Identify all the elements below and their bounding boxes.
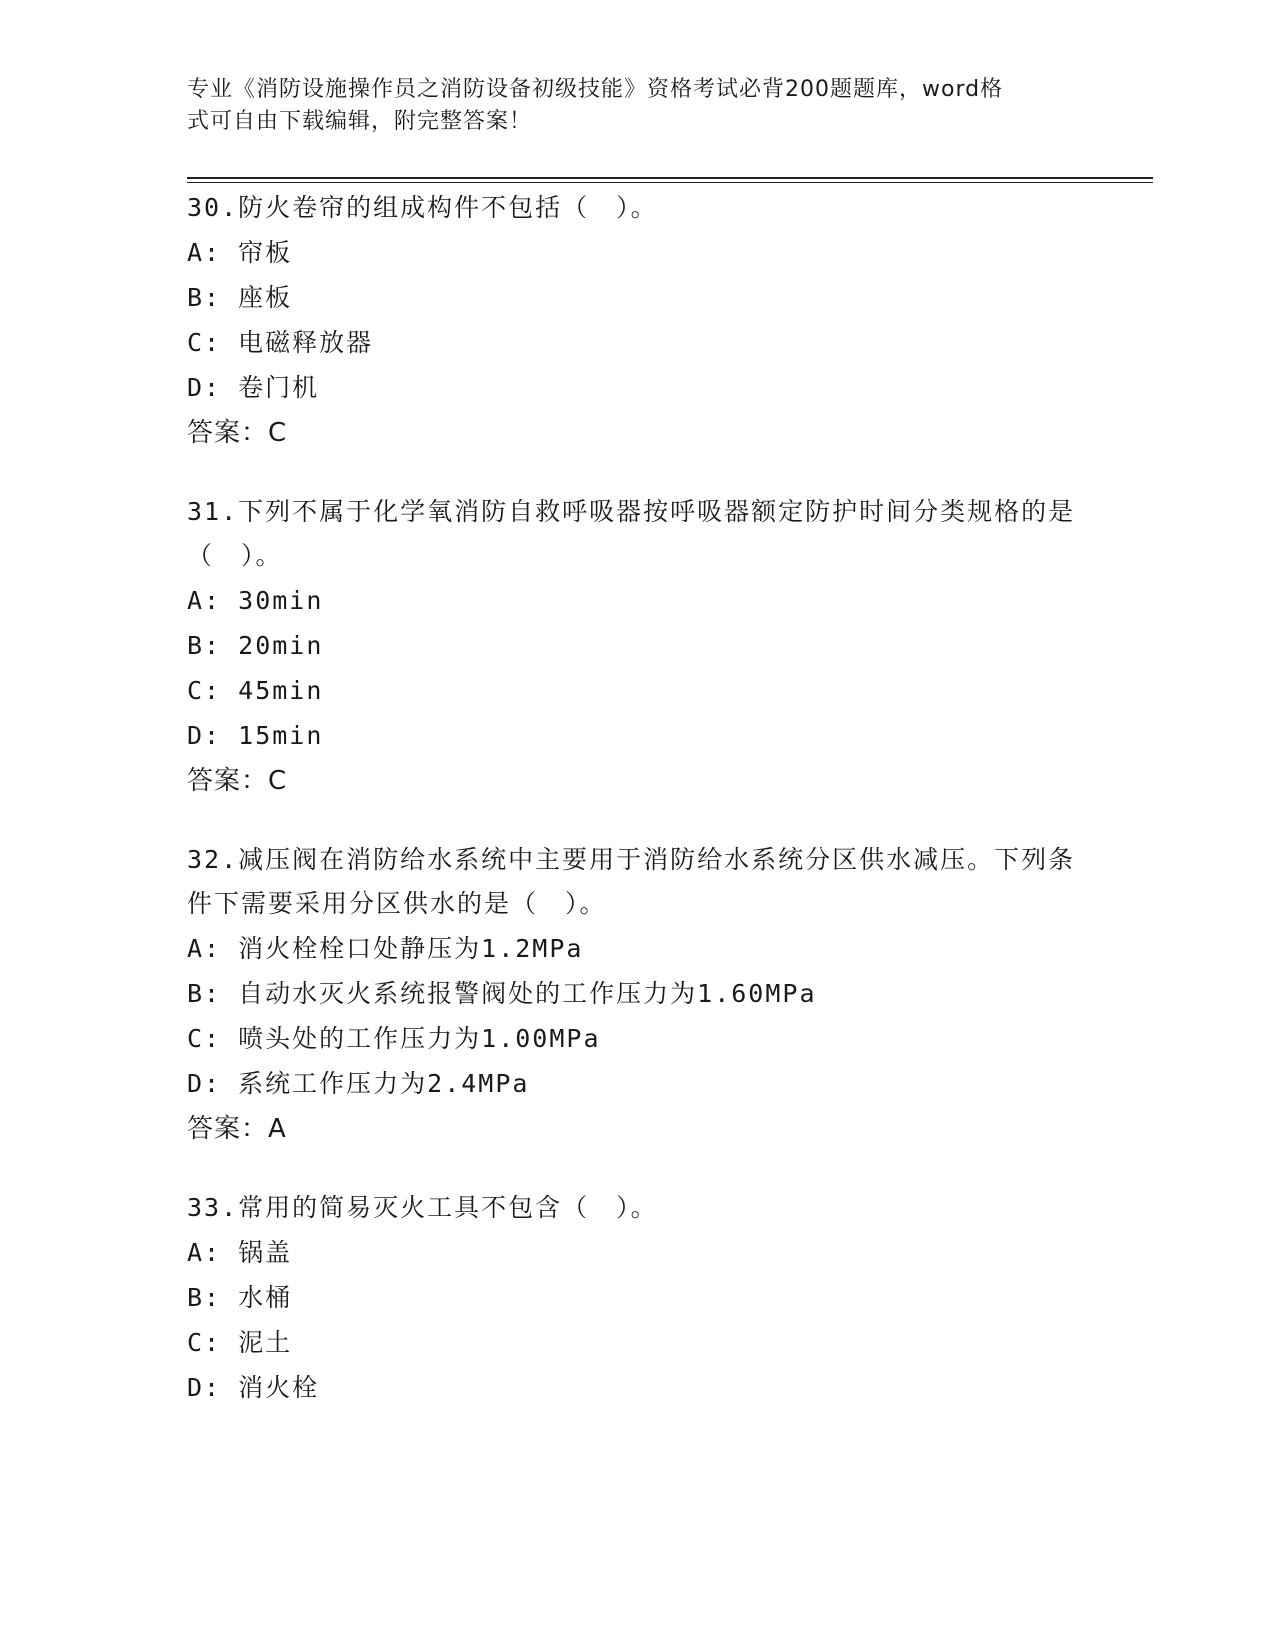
question-stem: 30.防火卷帘的组成构件不包括（ ）。 bbox=[187, 193, 658, 222]
header-divider-thick bbox=[187, 177, 1153, 179]
question-stem: 33.常用的简易灭火工具不包含（ ）。 bbox=[187, 1193, 658, 1222]
question-32 bbox=[187, 838, 1087, 1152]
header-line-1: 专业《消防设施操作员之消防设备初级技能》资格考试必背200题题库，word格 bbox=[187, 77, 1004, 102]
option-b: B: 座板 bbox=[187, 283, 293, 312]
question-30 bbox=[187, 186, 1087, 456]
option-a: A: 消火栓栓口处静压为1.2MPa bbox=[187, 934, 584, 963]
answer: 答案：C bbox=[187, 766, 288, 796]
answer: 答案：C bbox=[187, 418, 288, 448]
option-d: D: 系统工作压力为2.4MPa bbox=[187, 1069, 530, 1098]
option-d: D: 消火栓 bbox=[187, 1373, 320, 1402]
option-a: A: 锅盖 bbox=[187, 1238, 293, 1267]
option-a: A: 30min bbox=[187, 586, 324, 615]
document-header bbox=[187, 74, 1067, 138]
question-list bbox=[187, 186, 1087, 1444]
option-c: C: 电磁释放器 bbox=[187, 328, 374, 357]
question-stem: 31.下列不属于化学氧消防自救呼吸器按呼吸器额定防护时间分类规格的是（ ）。 bbox=[187, 497, 1076, 570]
option-b: B: 自动水灭火系统报警阀处的工作压力为1.60MPa bbox=[187, 979, 817, 1008]
option-d: D: 15min bbox=[187, 721, 324, 750]
question-33 bbox=[187, 1186, 1087, 1410]
option-b: B: 水桶 bbox=[187, 1283, 293, 1312]
option-b: B: 20min bbox=[187, 631, 324, 660]
header-line-2: 式可自由下载编辑，附完整答案！ bbox=[187, 109, 533, 134]
question-31 bbox=[187, 490, 1087, 804]
option-c: C: 喷头处的工作压力为1.00MPa bbox=[187, 1024, 601, 1053]
option-c: C: 泥土 bbox=[187, 1328, 293, 1357]
answer: 答案：A bbox=[187, 1114, 287, 1144]
option-d: D: 卷门机 bbox=[187, 373, 320, 402]
option-a: A: 帘板 bbox=[187, 238, 293, 267]
header-divider-thin bbox=[187, 182, 1153, 183]
question-stem: 32.减压阀在消防给水系统中主要用于消防给水系统分区供水减压。下列条件下需要采用分区供水的是（ ）。 bbox=[187, 845, 1076, 918]
option-c: C: 45min bbox=[187, 676, 324, 705]
